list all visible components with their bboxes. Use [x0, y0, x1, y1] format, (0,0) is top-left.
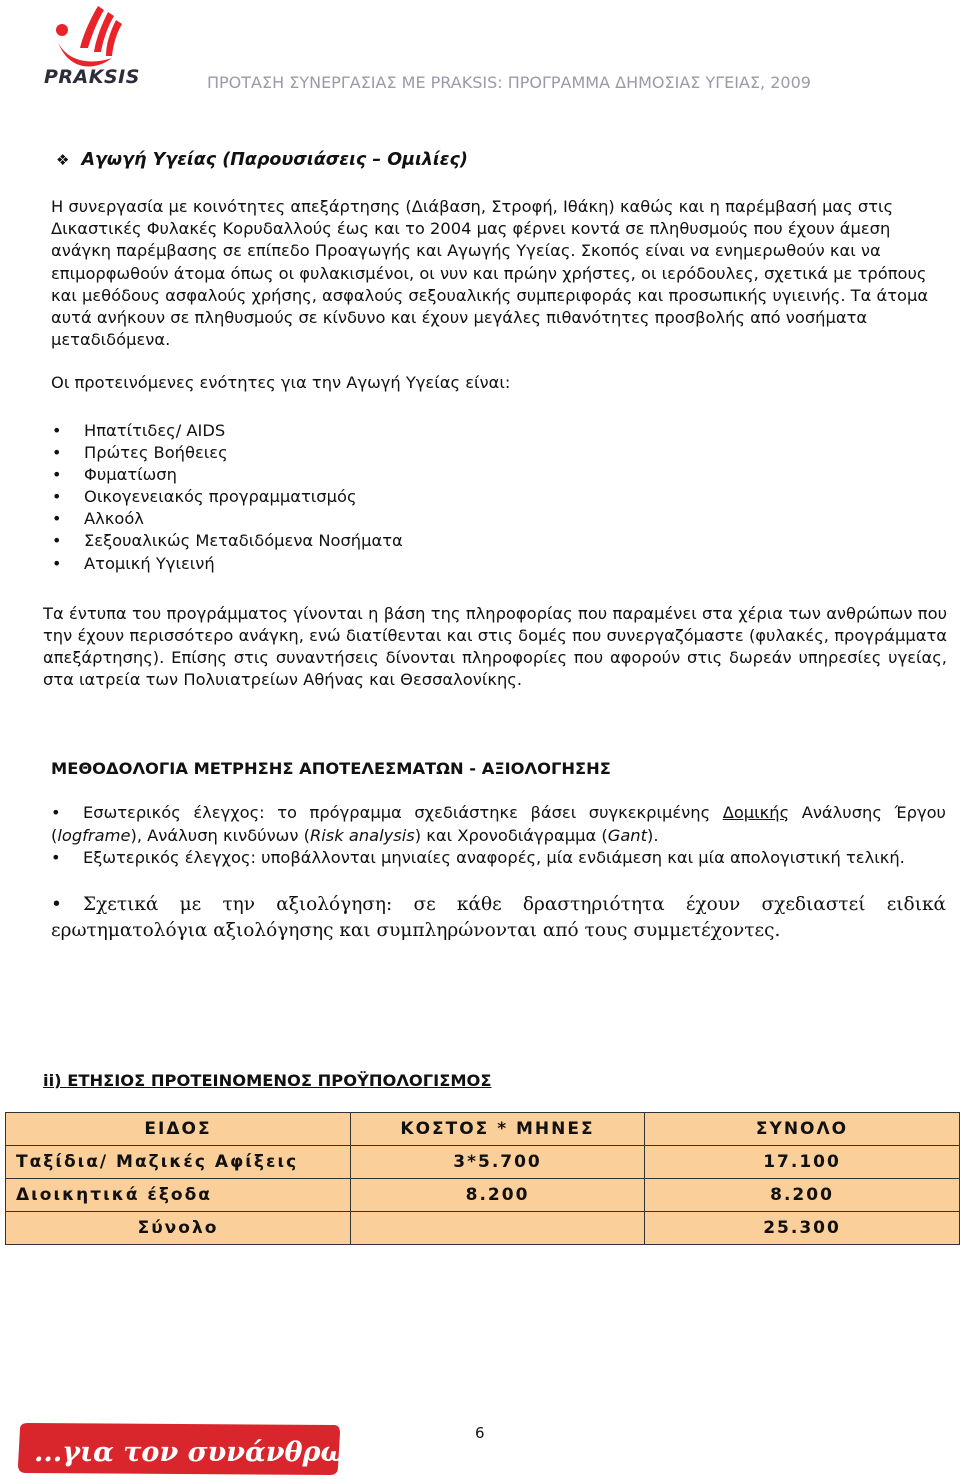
table-row	[6, 1179, 960, 1212]
table-header-row	[6, 1113, 960, 1146]
budget-heading: ii) ΕΤΗΣΙΟΣ ΠΡΟΤΕΙΝΟΜΕΝΟΣ ΠΡΟΫΠΟΛΟΓΙΣΜΟΣ	[43, 1071, 492, 1090]
methodology-heading: ΜΕΘΟΔΟΛΟΓΙΑ ΜΕΤΡΗΣΗΣ ΑΠΟΤΕΛΕΣΜΑΤΩΝ - ΑΞΙΟΛΟΓΗΣΗΣ	[51, 759, 611, 778]
slogan-text: ...για τον συνάνθρωπο!	[34, 1437, 396, 1468]
header-cell: ΣΥΝΟΛΟ	[645, 1113, 960, 1146]
logo-wordmark: PRAKSIS	[44, 66, 140, 88]
bullet-icon: •	[51, 848, 61, 867]
list-item: • Ηπατίτιδες/ AIDS	[52, 420, 403, 442]
header-title: ΠΡΟΤΑΣΗ ΣΥΝΕΡΓΑΣΙΑΣ ΜΕ PRAKSIS: ΠΡΟΓΡΑΜΜΑ ΔΗΜΟΣΙΑΣ ΥΓΕΙΑΣ, 2009	[207, 73, 811, 92]
internal-control-item	[51, 802, 946, 847]
printed-materials-paragraph: Τα έντυπα του προγράμματος γίνονται η βάση της πληροφορίας που παραμένει στα χέρια των ανθρώπων που την έχουν περισσότερο ανάγκη, ενώ διατίθενται και στις δομές που συνεργαζόμαστε (φυλακές, προγράμματα απεξάρτησης). Επίσης στις συναντήσεις δίνονται πληροφορίες που αφορούν στις δωρεάν υπηρεσίες υγείας, στα ιατρεία των Πολυιατρείων Αθήνας και Θεσσαλονίκης.	[43, 604, 947, 690]
intro-paragraph: Η συνεργασία με κοινότητες απεξάρτησης (Διάβαση, Στροφή, Ιθάκη) καθώς και η παρέμβασή μας στις Δικαστικές Φυλακές Κορυδαλλούς έως και το 2004 μας φέρνει κοντά σε πληθυσμούς που έχουν άμεση ανάγκη παρέμβασης σε επίπεδο Προαγωγής και Αγωγής Υγείας. Σκοπός είναι να ενημερωθούν και να επιμορφωθούν άτομα όπως οι φυλακισμένοι, οι νυν και πρώην χρήστες, οι ιερόδουλες, σχετικά με τρόπους και μεθόδους ασφαλούς χρήσης, ασφαλούς σεξουαλικής συμπεριφοράς και προσωπικής υγιεινής. Τα άτομα αυτά ανήκουν σε πληθυσμούς σε κίνδυνο και έχουν μεγάλες πιθανότητες προσβολής από νοσήματα μεταδιδόμενα.	[51, 197, 929, 350]
internal-text: Εσωτερικός έλεγχος: το πρόγραμμα σχεδιάστηκε βάσει συγκεκριμένης	[83, 803, 723, 822]
slogan-banner-icon	[16, 1421, 396, 1477]
internal-text: ), Ανάλυση κινδύνων (	[130, 825, 310, 845]
list-item: • Οικογενειακός προγραμματισμός	[52, 486, 403, 508]
header-cell: ΕΙΔΟΣ	[6, 1113, 351, 1146]
gant-term: Gant	[607, 825, 648, 845]
logframe-term: logframe	[57, 825, 131, 845]
evaluation-item	[51, 892, 946, 944]
list-item: • Ατομική Υγιεινή	[52, 553, 403, 575]
page-number: 6	[475, 1424, 485, 1442]
internal-text-underlined: Δομικής	[722, 803, 790, 822]
table-cell: 17.100	[645, 1146, 960, 1179]
table-cell: Ταξίδια/ Μαζικές Αφίξεις	[6, 1146, 351, 1179]
internal-text: ).	[647, 825, 659, 845]
table-total-row	[6, 1212, 960, 1245]
list-item: • Φυματίωση	[52, 464, 403, 486]
bullet-icon: •	[51, 803, 61, 822]
budget-table	[5, 1112, 960, 1245]
bullet-icon: •	[51, 894, 62, 915]
proposed-topics-intro: Οι προτεινόμενες ενότητες για την Αγωγή Υγείας είναι:	[51, 373, 511, 392]
risk-analysis-term: Risk analysis	[309, 825, 415, 845]
table-cell: 3*5.700	[351, 1146, 645, 1179]
table-cell: 8.200	[351, 1179, 645, 1212]
list-item: • Αλκοόλ	[52, 508, 403, 530]
topics-list	[52, 420, 403, 575]
header-cell: ΚΟΣΤΟΣ * ΜΗΝΕΣ	[351, 1113, 645, 1146]
section-heading	[56, 150, 468, 170]
total-label-cell: Σύνολο	[6, 1212, 351, 1245]
list-item: • Σεξουαλικώς Μεταδιδόμενα Νοσήματα	[52, 530, 403, 552]
internal-text: ) και Χρονοδιάγραμμα (	[414, 825, 608, 845]
table-cell: Διοικητικά έξοδα	[6, 1179, 351, 1212]
table-row	[6, 1146, 960, 1179]
table-cell: 8.200	[645, 1179, 960, 1212]
empty-cell	[351, 1212, 645, 1245]
external-text: Εξωτερικός έλεγχος: υποβάλλονται μηνιαίες αναφορές, μία ενδιάμεση και μία απολογιστική τελική.	[83, 848, 905, 867]
diamond-bullet-icon: ❖	[56, 151, 70, 169]
external-control-item	[51, 847, 946, 870]
list-item: • Πρώτες Βοήθειες	[52, 442, 403, 464]
total-value-cell: 25.300	[645, 1212, 960, 1245]
internal-text: Ανάλυσης Έργου (	[51, 803, 946, 845]
section-heading-text: Αγωγή Υγείας (Παρουσιάσεις – Ομιλίες)	[81, 150, 468, 170]
evaluation-text: Σχετικά με την αξιολόγηση: σε κάθε δραστηριότητα έχουν σχεδιαστεί ειδικά ερωτηματολόγια αξιολόγησης και συμπληρώνονται από τους συμμετέχοντες.	[51, 894, 946, 941]
